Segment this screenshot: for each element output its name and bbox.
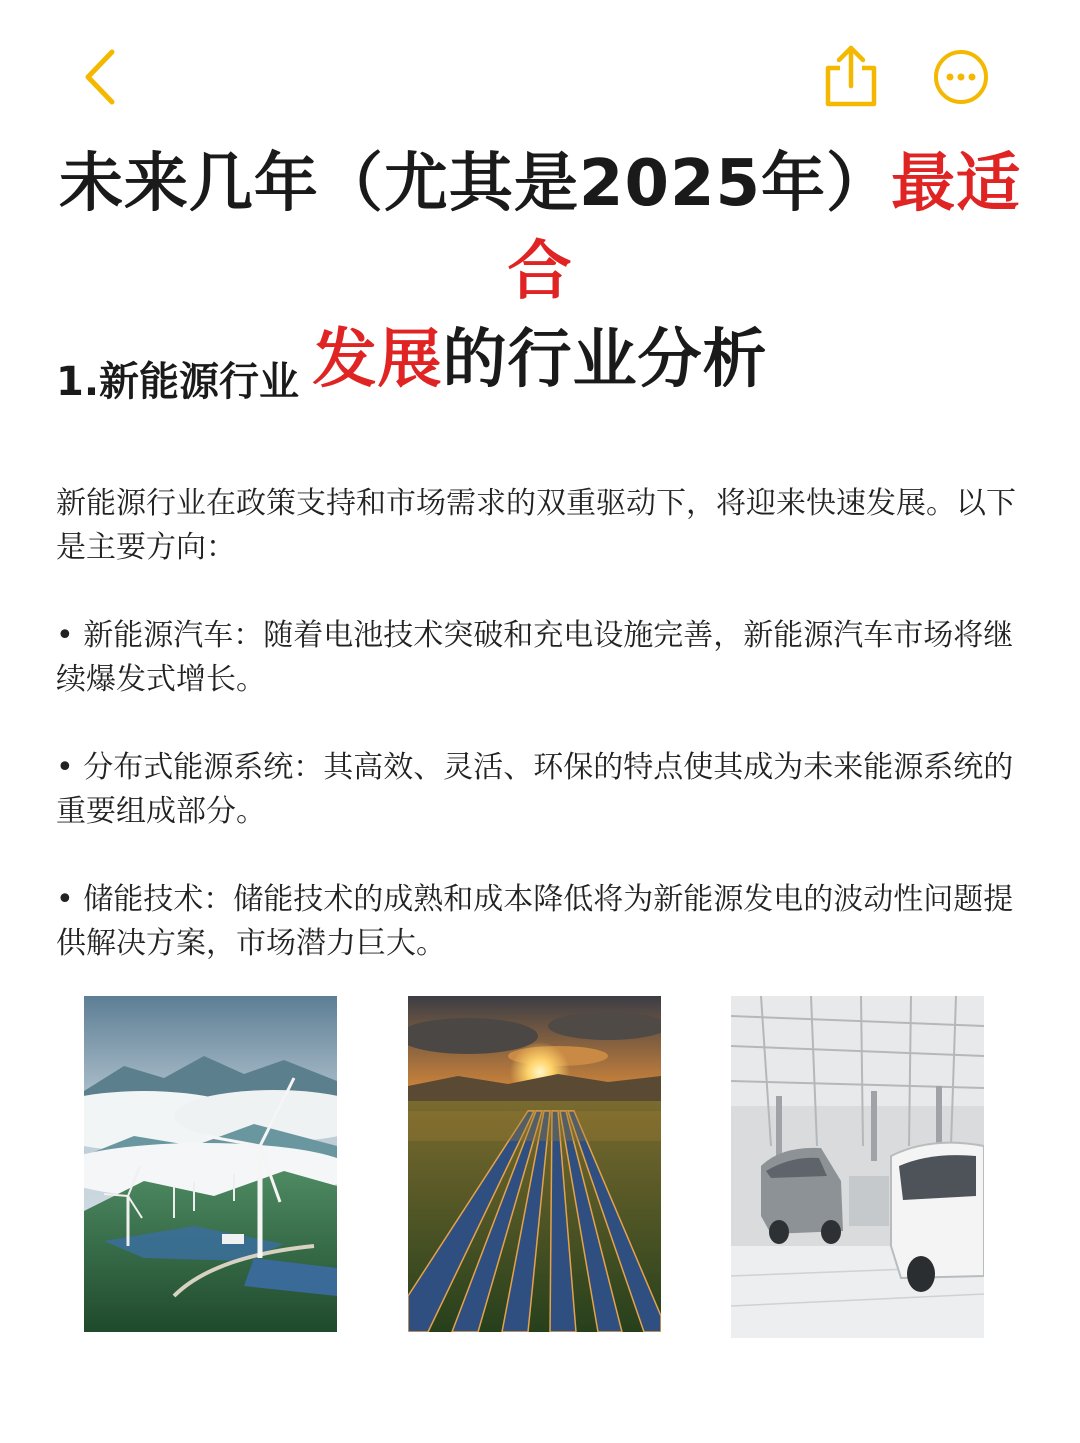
title-part-1: 未来几年（尤其是2025年）: [58, 147, 892, 221]
wind-turbine-photo[interactable]: [84, 996, 337, 1332]
share-icon: [818, 40, 884, 112]
bullet-energy-storage: • 储能技术：储能技术的成熟和成本降低将为新能源发电的波动性问题提供解决方案，市场潜力巨大。: [56, 882, 1014, 961]
title-highlight-1: 最适合: [507, 147, 1022, 309]
bullet-ev: • 新能源汽车：随着电池技术突破和充电设施完善，新能源汽车市场将继续爆发式增长。: [56, 618, 1014, 697]
chevron-left-icon: [72, 42, 132, 112]
top-nav-bar: [0, 0, 1080, 150]
intro-paragraph: 新能源行业在政策支持和市场需求的双重驱动下，将迎来快速发展。以下是主要方向：: [56, 486, 1016, 565]
title-highlight-2: 发展: [312, 323, 443, 397]
section-heading: 1.新能源行业: [56, 359, 300, 405]
ev-factory-photo[interactable]: [731, 996, 984, 1338]
share-button[interactable]: [818, 40, 884, 112]
more-dots-icon: [928, 44, 994, 110]
back-button[interactable]: [72, 42, 132, 112]
bullet-distributed-energy: • 分布式能源系统：其高效、灵活、环保的特点使其成为未来能源系统的重要组成部分。: [56, 750, 1014, 829]
solar-farm-photo[interactable]: [408, 996, 661, 1332]
title-part-2: 的行业分析: [442, 323, 768, 397]
more-options-button[interactable]: [928, 44, 994, 110]
